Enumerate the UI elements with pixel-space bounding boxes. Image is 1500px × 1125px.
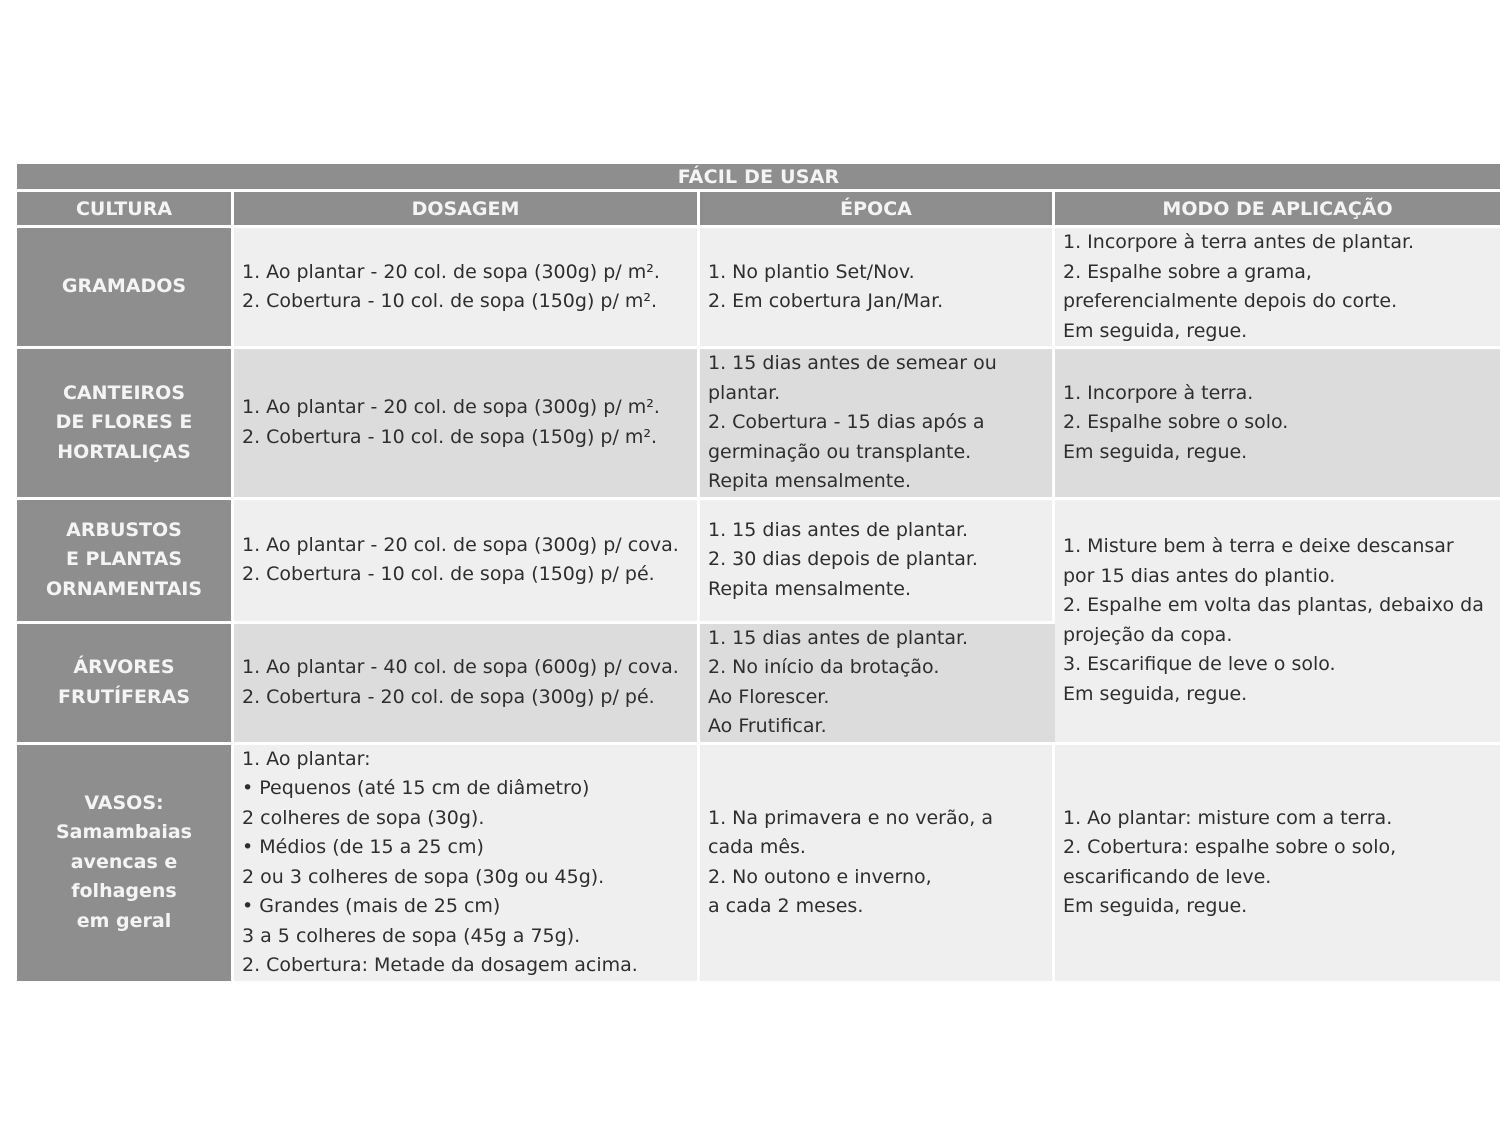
header-modo: MODO DE APLICAÇÃO	[1055, 192, 1500, 228]
row-label-cultura: ÁRVORES FRUTÍFERAS	[17, 624, 234, 745]
cell-modo: 1. Incorpore à terra antes de plantar. 2. Espalhe sobre a grama, preferencialmente depois do corte. Em seguida, regue.	[1055, 228, 1500, 349]
row-label-cultura: ARBUSTOS E PLANTAS ORNAMENTAIS	[17, 500, 234, 624]
title-row	[17, 164, 1500, 192]
header-epoca: ÉPOCA	[700, 192, 1055, 228]
table-row	[17, 745, 1500, 984]
table-row	[17, 500, 1500, 624]
row-label-cultura: CANTEIROS DE FLORES E HORTALIÇAS	[17, 349, 234, 500]
row-label-cultura: VASOS: Samambaias avencas e folhagens em geral	[17, 745, 234, 984]
cell-dosagem: 1. Ao plantar - 20 col. de sopa (300g) p/ cova. 2. Cobertura - 10 col. de sopa (150g) p/ pé.	[234, 500, 700, 624]
cell-modo: 1. Ao plantar: misture com a terra. 2. Cobertura: espalhe sobre o solo, escarificando de leve. Em seguida, regue.	[1055, 745, 1500, 984]
cell-epoca: 1. 15 dias antes de plantar. 2. 30 dias depois de plantar. Repita mensalmente.	[700, 500, 1055, 624]
header-row	[17, 192, 1500, 228]
cell-epoca: 1. Na primavera e no verão, a cada mês. 2. No outono e inverno, a cada 2 meses.	[700, 745, 1055, 984]
row-label-cultura: GRAMADOS	[17, 228, 234, 349]
cell-modo: 1. Incorpore à terra. 2. Espalhe sobre o solo. Em seguida, regue.	[1055, 349, 1500, 500]
cell-dosagem: 1. Ao plantar: • Pequenos (até 15 cm de diâmetro) 2 colheres de sopa (30g). • Médios (de 15 a 25 cm) 2 ou 3 colheres de sopa (30g ou 45g). • Grandes (mais de 25 cm) 3 a 5 colheres de sopa (45g a 75g). 2. Cobertura: Metade da dosagem acima.	[234, 745, 700, 984]
cell-dosagem: 1. Ao plantar - 20 col. de sopa (300g) p/ m². 2. Cobertura - 10 col. de sopa (150g) p/ m².	[234, 349, 700, 500]
cell-dosagem: 1. Ao plantar - 20 col. de sopa (300g) p/ m². 2. Cobertura - 10 col. de sopa (150g) p/ m².	[234, 228, 700, 349]
header-cultura: CULTURA	[17, 192, 234, 228]
usage-table	[17, 164, 1500, 984]
cell-modo: 1. Misture bem à terra e deixe descansar por 15 dias antes do plantio. 2. Espalhe em volta das plantas, debaixo da projeção da copa. 3. Escarifique de leve o solo. Em seguida, regue.	[1055, 500, 1500, 745]
cell-epoca: 1. 15 dias antes de semear ou plantar. 2. Cobertura - 15 dias após a germinação ou transplante. Repita mensalmente.	[700, 349, 1055, 500]
table-row	[17, 349, 1500, 500]
cell-epoca: 1. No plantio Set/Nov. 2. Em cobertura Jan/Mar.	[700, 228, 1055, 349]
table-row	[17, 228, 1500, 349]
cell-epoca: 1. 15 dias antes de plantar. 2. No início da brotação. Ao Florescer. Ao Frutificar.	[700, 624, 1055, 745]
table-title: FÁCIL DE USAR	[17, 164, 1500, 192]
header-dosagem: DOSAGEM	[234, 192, 700, 228]
cell-dosagem: 1. Ao plantar - 40 col. de sopa (600g) p/ cova. 2. Cobertura - 20 col. de sopa (300g) p/ pé.	[234, 624, 700, 745]
